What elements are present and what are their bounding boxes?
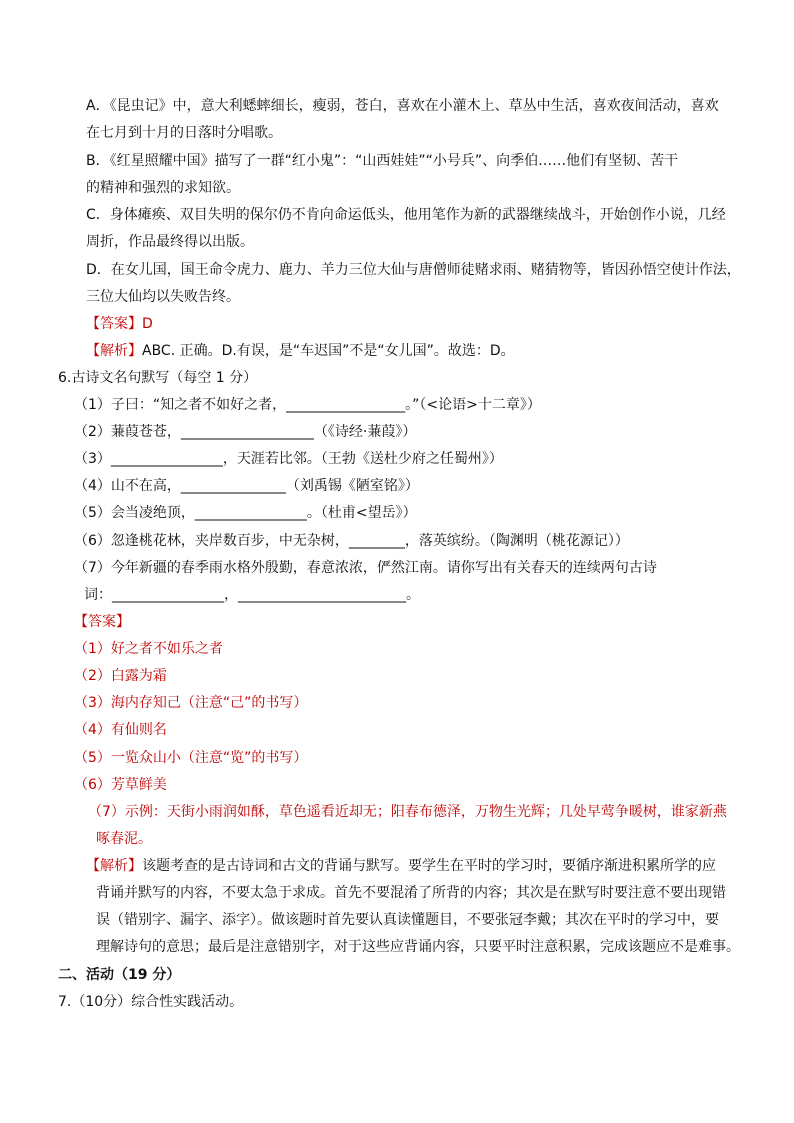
q6-answer-7: （7）示例：天街小雨润如酥，草色遥看近却无；阳春布德泽，万物生光辉；几处早莺争暖树，谁家新燕 <box>88 804 727 820</box>
q6-answer-tag: 【答案】 <box>74 614 130 630</box>
q6-item-7-cont: 词：________________，________________________。 <box>84 587 420 603</box>
q6-answer-2: （2）白露为霜 <box>74 668 167 684</box>
q6-title: 6.古诗文名句默写（每空 1 分） <box>58 370 258 386</box>
answer-tag: 【答案】 <box>86 316 142 332</box>
option-a-line1: A．《昆虫记》中，意大利蟋蟀细长，瘦弱，苍白，喜欢在小灌木上、草丛中生活，喜欢夜间活动，喜欢 <box>86 98 719 114</box>
q6-item-5: （5）会当凌绝顶，________________。（杜甫<望岳》） <box>74 505 417 521</box>
option-d-line2: 三位大仙均以失败告终。 <box>86 289 240 305</box>
option-a-line2: 在七月到十月的日落时分唱歌。 <box>86 125 282 141</box>
q6-analysis-line1 <box>86 856 716 876</box>
q6-item-6: （6）忽逢桃花林，夹岸数百步，中无杂树，________，落英缤纷。（陶渊明（桃花源记）） <box>74 533 629 549</box>
q6-analysis-text-1: 该题考查的是古诗词和古文的背诵与默写。要学生在平时的学习时，要循序渐进积累所学的应 <box>142 858 716 874</box>
q5-answer <box>86 314 153 334</box>
q6-item-4: （4）山不在高，_______________（刘禹锡《陋室铭》） <box>74 478 419 494</box>
q6-analysis-line2: 背诵并默写的内容，不要太急于求成。首先不要混淆了所背的内容；其次是在默写时要注意不要出现错 <box>96 885 726 901</box>
option-c-line1: C．身体瘫痪、双目失明的保尔仍不肯向命运低头，他用笔作为新的武器继续战斗，开始创作小说，几经 <box>86 207 726 223</box>
q6-analysis-line4: 理解诗句的意思；最后是注意错别字，对于这些应背诵内容，只要平时注意积累，完成该题应不是难事。 <box>96 939 740 955</box>
option-d-line1: D．在女儿国，国王命令虎力、鹿力、羊力三位大仙与唐僧师徒赌求雨、赌猜物等，皆因孙悟空使计作法， <box>86 262 741 278</box>
option-b-line2: 的精神和强烈的求知欲。 <box>86 180 240 196</box>
q7-title: 7.（10分）综合性实践活动。 <box>58 994 244 1010</box>
q6-analysis-line3: 误（错别字、漏字、添字）。做该题时首先要认真读懂题目，不要张冠李戴；其次在平时的学习中，要 <box>96 912 719 928</box>
q6-answer-3: （3）海内存知己（注意“己”的书写） <box>74 695 308 711</box>
q5-analysis <box>86 341 515 361</box>
q6-answer-1: （1）好之者不如乐之者 <box>74 641 223 657</box>
option-b-line1: B．《红星照耀中国》描写了一群“红小鬼”：“山西娃娃”“小号兵”、向季伯……他们有坚韧、苦干 <box>86 153 679 169</box>
q6-item-7: （7）今年新疆的春季雨水格外殷勤，春意浓浓，俨然江南。请你写出有关春天的连续两句古诗 <box>74 560 657 576</box>
option-c-line2: 周折，作品最终得以出版。 <box>86 234 254 250</box>
q6-answer-7-cont: 啄春泥。 <box>96 831 152 847</box>
analysis-tag: 【解析】 <box>86 343 142 359</box>
q6-item-1: （1）子曰：“知之者不如好之者，_________________。”（<论语>十二章》） <box>74 397 541 413</box>
q6-analysis-tag: 【解析】 <box>86 858 142 874</box>
section2-title: 二、活动（19 分） <box>58 967 181 983</box>
q6-item-3: （3）________________，天涯若比邻。（王勃《送杜少府之任蜀州》） <box>74 451 503 467</box>
q6-answer-4: （4）有仙则名 <box>74 722 167 738</box>
analysis-text: ABC. 正确。D.有误，是“车迟国”不是“女儿国”。故选：D。 <box>142 343 515 359</box>
q6-answer-5: （5）一览众山小（注意“览”的书写） <box>74 750 308 766</box>
q6-item-2: （2）蒹葭苍苍，___________________（《诗经·蒹葭》） <box>74 424 417 440</box>
answer-value: D <box>142 316 153 332</box>
q6-answer-6: （6）芳草鲜美 <box>74 777 167 793</box>
